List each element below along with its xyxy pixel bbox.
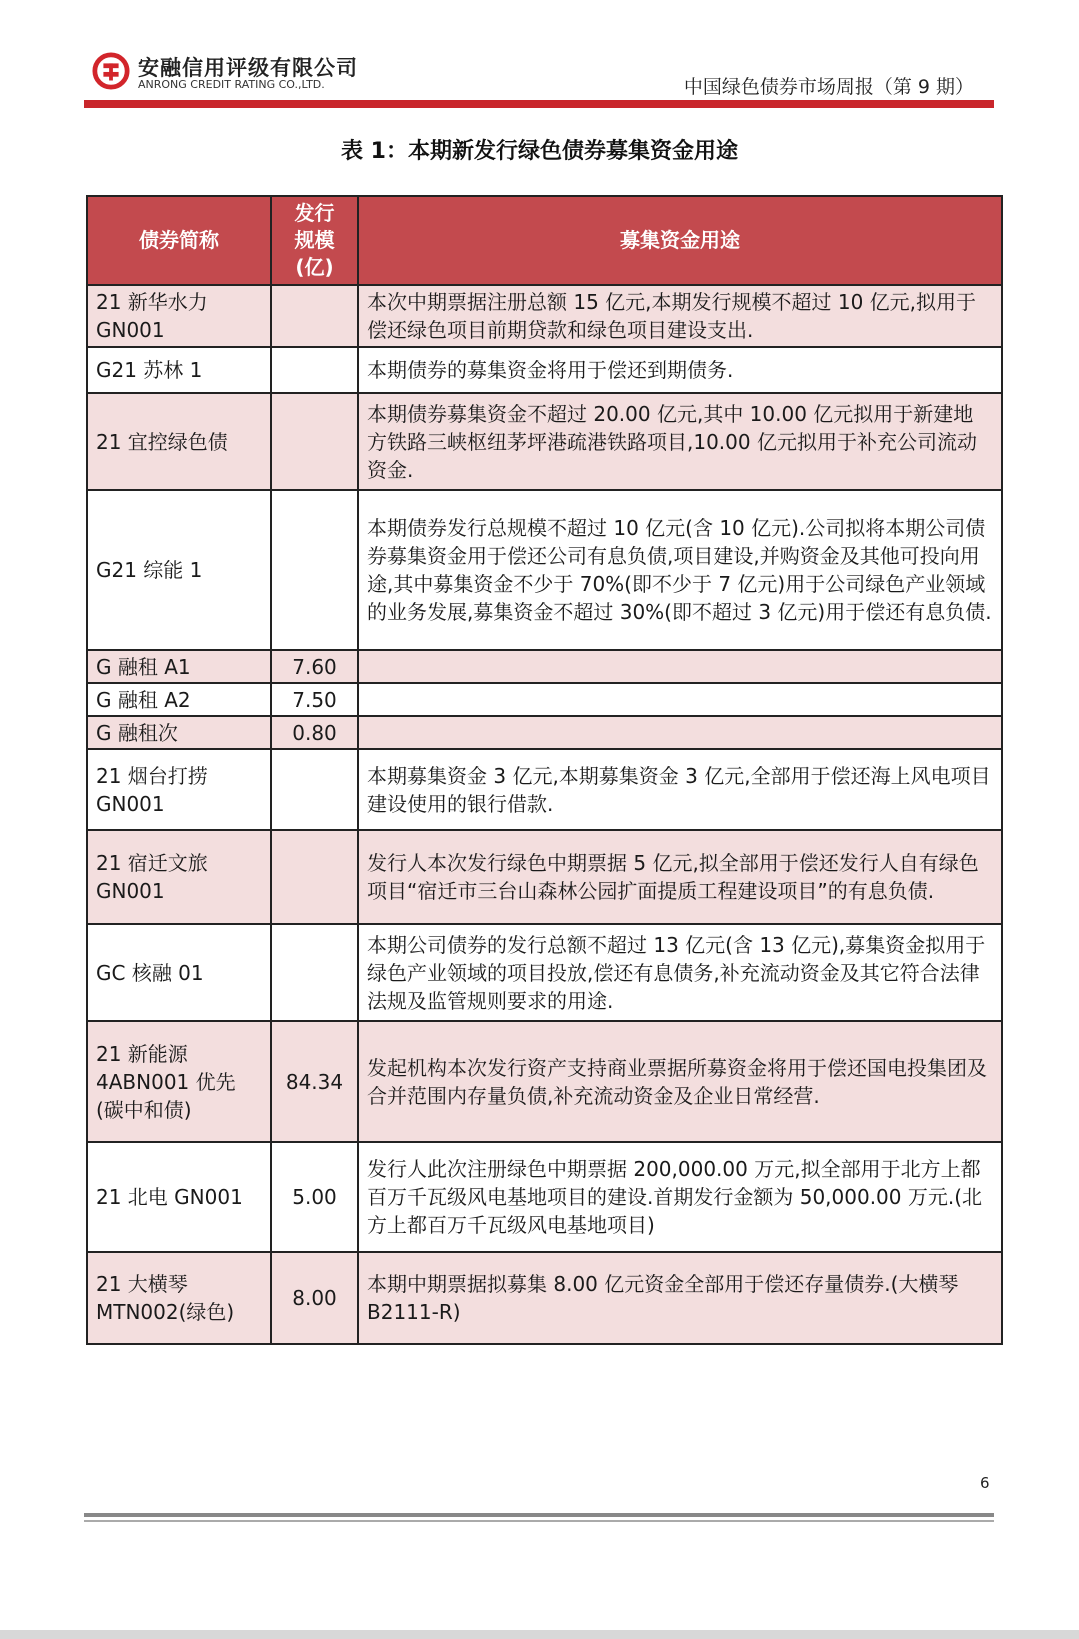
page-number: 6 xyxy=(980,1474,990,1492)
company-name-cn: 安融信用评级有限公司 xyxy=(138,56,358,80)
table-row xyxy=(87,830,1002,924)
bond-name-cell: 21 新华水力 GN001 xyxy=(87,285,271,347)
bond-use-cell: 本期债券募集资金不超过 20.00 亿元,其中 10.00 亿元拟用于新建地方铁路三峡枢纽茅坪港疏港铁路项目,10.00 亿元拟用于补充公司流动资金. xyxy=(358,393,1002,490)
table-row xyxy=(87,285,1002,347)
header-rule xyxy=(84,100,994,108)
bond-use-cell: 本期债券发行总规模不超过 10 亿元(含 10 亿元).公司拟将本期公司债券募集资金用于偿还公司有息负债,项目建设,并购资金及其他可投向用途,其中募集资金不少于 70%(即不少于 7 亿元)用于公司绿色产业领域的业务发展,募集资金不超过 30%(即不超过 3 亿元)用于偿还有息负债. xyxy=(358,490,1002,650)
bond-name-cell: 21 宿迁文旅 GN001 xyxy=(87,830,271,924)
bond-name-cell: G 融租次 xyxy=(87,716,271,749)
table-title: 表 1：本期新发行绿色债券募集资金用途 xyxy=(341,139,738,164)
table-row xyxy=(87,1252,1002,1344)
bond-amount-cell xyxy=(271,285,358,347)
col-header-amount-line2: 规模 xyxy=(294,228,335,252)
bond-use-cell: 发行人本次发行绿色中期票据 5 亿元,拟全部用于偿还发行人自有绿色项目“宿迁市三台山森林公园扩面提质工程建设项目”的有息负债. xyxy=(358,830,1002,924)
col-header-amount xyxy=(271,196,358,285)
bond-name-cell: 21 新能源 4ABN001 优先(碳中和债) xyxy=(87,1021,271,1142)
anrong-logo-icon xyxy=(92,52,130,90)
table-row xyxy=(87,749,1002,830)
footer-rule xyxy=(84,1513,994,1517)
bond-name-cell: 21 大横琴 MTN002(绿色) xyxy=(87,1252,271,1344)
col-header-name: 债券简称 xyxy=(87,196,271,285)
col-header-amount-line1: 发行 xyxy=(294,201,335,225)
bond-name-cell: 21 烟台打捞 GN001 xyxy=(87,749,271,830)
footer-rule-thin xyxy=(84,1520,994,1522)
bond-use-cell: 发起机构本次发行资产支持商业票据所募资金将用于偿还国电投集团及合并范围内存量负债,补充流动资金及企业日常经营. xyxy=(358,1021,1002,1142)
col-header-use: 募集资金用途 xyxy=(358,196,1002,285)
bond-name-cell: G21 苏林 1 xyxy=(87,347,271,393)
bond-amount-cell: 7.50 xyxy=(271,683,358,716)
table-row xyxy=(87,393,1002,490)
bond-amount-cell xyxy=(271,393,358,490)
bond-name-cell: G 融租 A2 xyxy=(87,683,271,716)
bond-use-cell xyxy=(358,683,1002,716)
table-row xyxy=(87,650,1002,683)
table-row xyxy=(87,924,1002,1021)
bond-use-cell xyxy=(358,716,1002,749)
bond-amount-cell xyxy=(271,749,358,830)
table-row xyxy=(87,1021,1002,1142)
bond-amount-cell xyxy=(271,830,358,924)
bond-name-cell: G 融租 A1 xyxy=(87,650,271,683)
bond-use-table xyxy=(86,195,1003,1345)
col-header-amount-line3: (亿) xyxy=(295,255,334,279)
bond-amount-cell xyxy=(271,490,358,650)
bond-use-cell xyxy=(358,650,1002,683)
bond-amount-cell: 7.60 xyxy=(271,650,358,683)
bond-amount-cell: 84.34 xyxy=(271,1021,358,1142)
bond-amount-cell xyxy=(271,347,358,393)
table-header-row xyxy=(87,196,1002,285)
table-row xyxy=(87,683,1002,716)
report-title: 中国绿色债券市场周报（第 9 期） xyxy=(683,76,974,98)
company-name-en: ANRONG CREDIT RATING CO.,LTD. xyxy=(138,78,325,91)
bond-name-cell: GC 核融 01 xyxy=(87,924,271,1021)
bond-name-cell: 21 宜控绿色债 xyxy=(87,393,271,490)
table-row xyxy=(87,1142,1002,1252)
bond-name-cell: G21 综能 1 xyxy=(87,490,271,650)
bond-amount-cell: 0.80 xyxy=(271,716,358,749)
table-row xyxy=(87,347,1002,393)
bond-amount-cell: 5.00 xyxy=(271,1142,358,1252)
bond-use-cell: 本期募集资金 3 亿元,本期募集资金 3 亿元,全部用于偿还海上风电项目建设使用的银行借款. xyxy=(358,749,1002,830)
bond-use-cell: 本期债券的募集资金将用于偿还到期债务. xyxy=(358,347,1002,393)
table-row xyxy=(87,716,1002,749)
page-bottom-band xyxy=(0,1630,1079,1639)
bond-amount-cell xyxy=(271,924,358,1021)
bond-amount-cell: 8.00 xyxy=(271,1252,358,1344)
bond-use-cell: 本期公司债券的发行总额不超过 13 亿元(含 13 亿元),募集资金拟用于绿色产业领域的项目投放,偿还有息债务,补充流动资金及其它符合法律法规及监管规则要求的用途. xyxy=(358,924,1002,1021)
bond-use-cell: 本次中期票据注册总额 15 亿元,本期发行规模不超过 10 亿元,拟用于偿还绿色项目前期贷款和绿色项目建设支出. xyxy=(358,285,1002,347)
bond-use-cell: 本期中期票据拟募集 8.00 亿元资金全部用于偿还存量债券.(大横琴 B2111-R) xyxy=(358,1252,1002,1344)
bond-name-cell: 21 北电 GN001 xyxy=(87,1142,271,1252)
table-row xyxy=(87,490,1002,650)
bond-use-cell: 发行人此次注册绿色中期票据 200,000.00 万元,拟全部用于北方上都百万千瓦级风电基地项目的建设.首期发行金额为 50,000.00 万元.(北方上都百万千瓦级风电基地项目) xyxy=(358,1142,1002,1252)
